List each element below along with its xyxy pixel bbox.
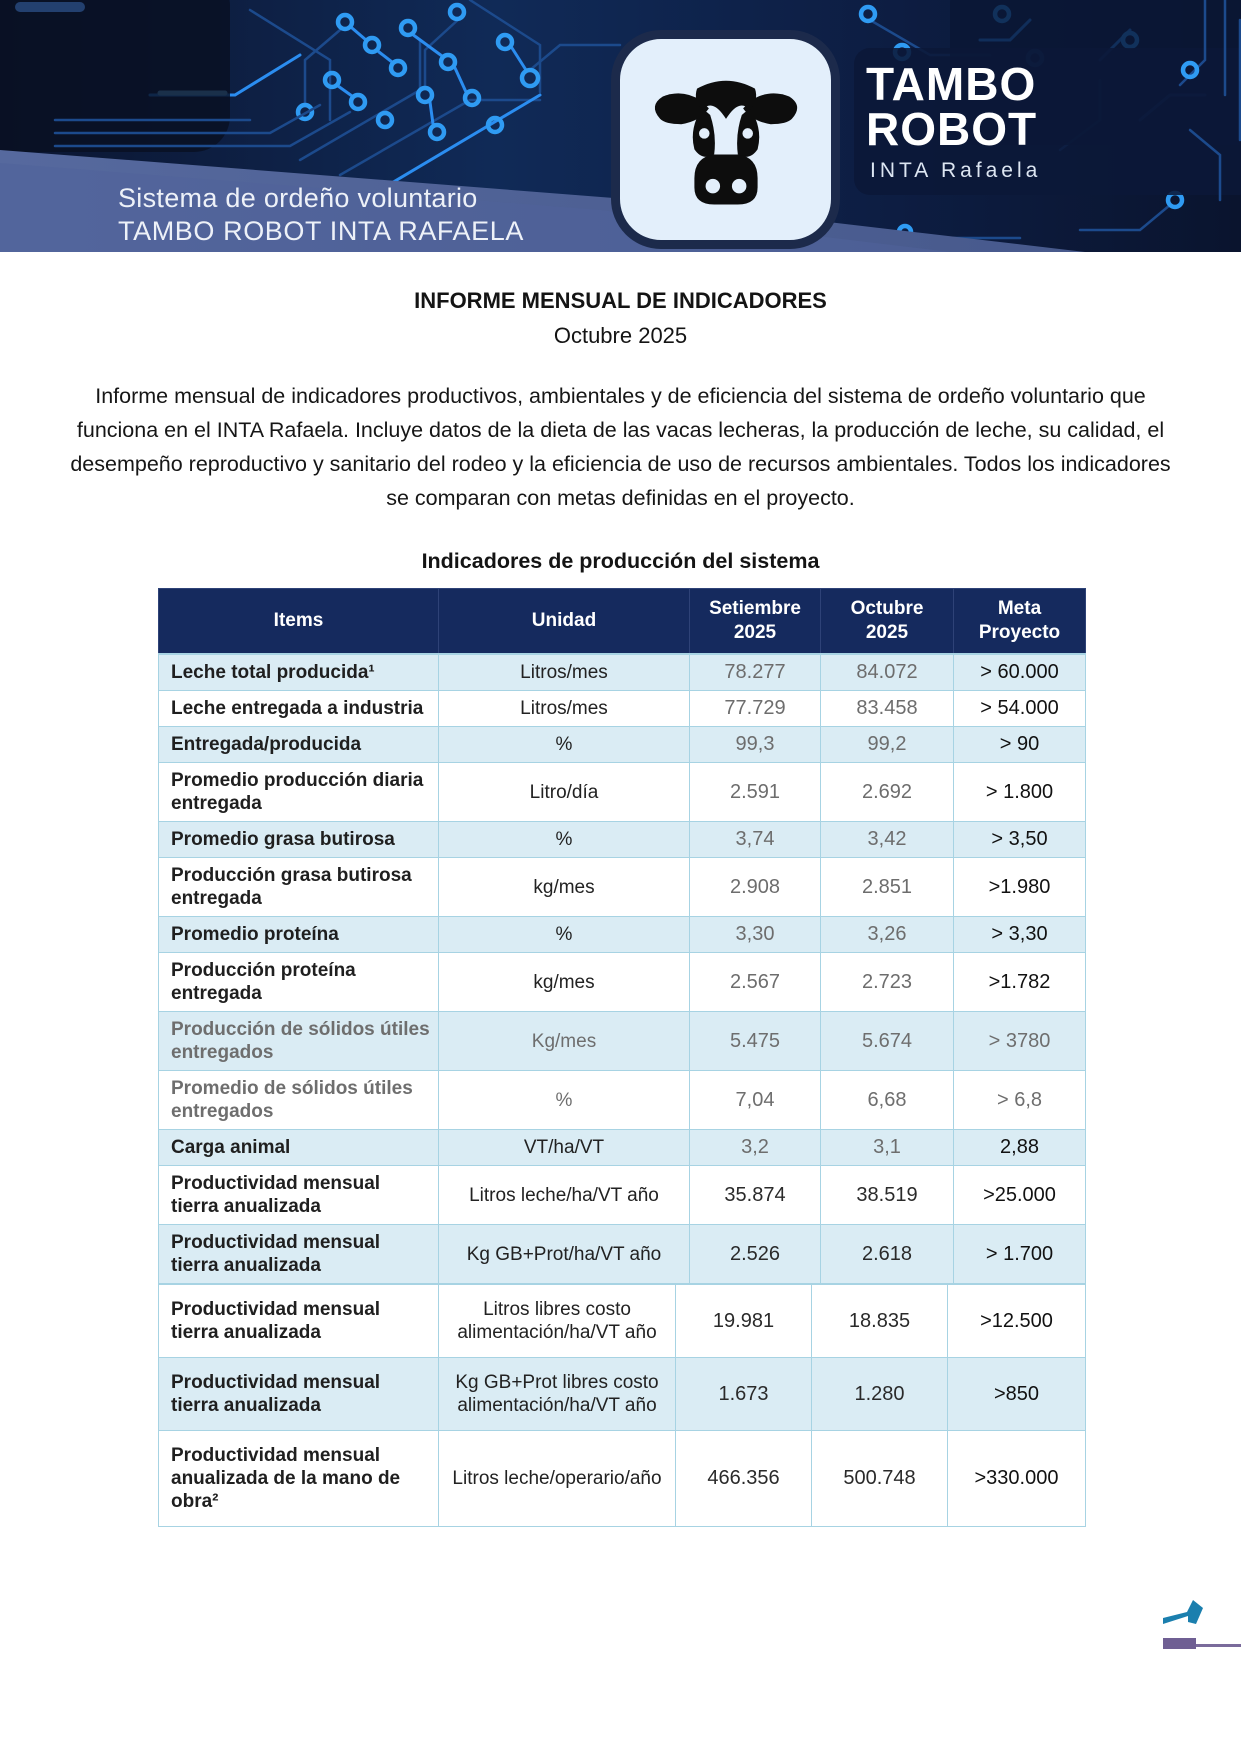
cell-val: 3,30 xyxy=(690,917,821,953)
cell-item: Productividad mensual tierra anualizada xyxy=(159,1358,439,1431)
cell-unit: Litros leche/operario/año xyxy=(439,1431,676,1527)
cell-item: Carga animal xyxy=(159,1130,439,1166)
cell-val: 19.981 xyxy=(676,1285,812,1358)
cell-item: Productividad mensual tierra anualizada xyxy=(159,1166,439,1225)
cell-meta: > 90 xyxy=(954,727,1086,763)
logo-title-line1: TAMBO xyxy=(866,58,1037,110)
cell-val: 18.835 xyxy=(812,1285,948,1358)
cell-val: 3,42 xyxy=(821,822,954,858)
cell-item: Promedio proteína xyxy=(159,917,439,953)
cell-val: 84.072 xyxy=(821,654,954,691)
cell-item: Leche total producida¹ xyxy=(159,654,439,691)
cell-val: 5.674 xyxy=(821,1012,954,1071)
corner-logo-fragment xyxy=(1160,1596,1241,1652)
table-row xyxy=(159,1166,1086,1225)
cell-item: Entregada/producida xyxy=(159,727,439,763)
indicators-table xyxy=(158,588,1086,1284)
cell-unit: % xyxy=(439,727,690,763)
cell-unit: % xyxy=(439,822,690,858)
cell-val: 2.723 xyxy=(821,953,954,1012)
purple-line-mark xyxy=(1196,1644,1241,1647)
cell-item: Producción proteína entregada xyxy=(159,953,439,1012)
cell-item: Promedio de sólidos útiles entregados xyxy=(159,1071,439,1130)
cow-head-icon xyxy=(647,61,805,219)
header-banner xyxy=(0,0,1241,252)
cell-unit: Litro/día xyxy=(439,763,690,822)
table-row xyxy=(159,691,1086,727)
table-row xyxy=(159,858,1086,917)
cell-val: 5.475 xyxy=(690,1012,821,1071)
intro-paragraph: Informe mensual de indicadores productivos, ambientales y de eficiencia del sistema de ordeño voluntario que funciona en el INTA Rafaela. Incluye datos de la dieta de las vacas lecheras, la producción de leche, su calidad, el desempeño reproductivo y sanitario del rodeo y la eficiencia de uso de recursos ambientales. Todos los indicadores se comparan con metas definidas en el proyecto. xyxy=(70,384,1171,510)
cell-item: Leche entregada a industria xyxy=(159,691,439,727)
purple-bar-mark xyxy=(1163,1638,1196,1649)
table-row xyxy=(159,917,1086,953)
cell-val: 500.748 xyxy=(812,1431,948,1527)
cell-unit: kg/mes xyxy=(439,858,690,917)
logo-subtitle: INTA Rafaela xyxy=(870,159,1042,182)
cell-val: 2.908 xyxy=(690,858,821,917)
cell-item: Productividad mensual tierra anualizada xyxy=(159,1225,439,1284)
cell-unit: Kg/mes xyxy=(439,1012,690,1071)
cell-val: 2.567 xyxy=(690,953,821,1012)
cell-unit: Kg GB+Prot/ha/VT año xyxy=(439,1225,690,1284)
cell-unit: kg/mes xyxy=(439,953,690,1012)
table-row xyxy=(159,1012,1086,1071)
table-row xyxy=(159,763,1086,822)
cell-meta: 2,88 xyxy=(954,1130,1086,1166)
table-row xyxy=(159,1285,1086,1358)
cell-unit: Litros/mes xyxy=(439,654,690,691)
indicators-table-wrapper xyxy=(158,588,1085,1527)
cell-val: 3,26 xyxy=(821,917,954,953)
cell-val: 3,2 xyxy=(690,1130,821,1166)
indicators-table-continued xyxy=(158,1284,1086,1527)
logo-wordmark xyxy=(866,58,1076,183)
table-header-row xyxy=(159,589,1086,655)
cell-val: 83.458 xyxy=(821,691,954,727)
cell-val: 99,3 xyxy=(690,727,821,763)
cell-meta: >330.000 xyxy=(948,1431,1086,1527)
table-section-title: Indicadores de producción del sistema xyxy=(421,549,820,573)
cell-item: Producción grasa butirosa entregada xyxy=(159,858,439,917)
cell-val: 466.356 xyxy=(676,1431,812,1527)
cell-item: Productividad mensual anualizada de la mano de obra² xyxy=(159,1431,439,1527)
cell-val: 35.874 xyxy=(690,1166,821,1225)
cell-meta: >850 xyxy=(948,1358,1086,1431)
cell-unit: Kg GB+Prot libres costo alimentación/ha/VT año xyxy=(439,1358,676,1431)
banner-tagline xyxy=(118,182,524,248)
cell-val: 2.591 xyxy=(690,763,821,822)
cell-meta: > 3780 xyxy=(954,1012,1086,1071)
cell-val: 1.280 xyxy=(812,1358,948,1431)
column-header: Meta Proyecto xyxy=(954,589,1086,655)
cell-unit: VT/ha/VT xyxy=(439,1130,690,1166)
document-title: INFORME MENSUAL DE INDICADORES xyxy=(414,288,827,313)
cell-unit: Litros libres costo alimentación/ha/VT año xyxy=(439,1285,676,1358)
table-row xyxy=(159,1358,1086,1431)
column-header: Items xyxy=(159,589,439,655)
cell-meta: > 1.700 xyxy=(954,1225,1086,1284)
cell-val: 3,74 xyxy=(690,822,821,858)
cell-meta: >12.500 xyxy=(948,1285,1086,1358)
cell-meta: >25.000 xyxy=(954,1166,1086,1225)
table-row xyxy=(159,1130,1086,1166)
table-row xyxy=(159,953,1086,1012)
cell-item: Producción de sólidos útiles entregados xyxy=(159,1012,439,1071)
cell-val: 2.618 xyxy=(821,1225,954,1284)
table-row xyxy=(159,1225,1086,1284)
banner-tagline-line2: TAMBO ROBOT INTA RAFAELA xyxy=(118,216,524,246)
column-header: Setiembre 2025 xyxy=(690,589,821,655)
cell-unit: Litros/mes xyxy=(439,691,690,727)
cell-unit: Litros leche/ha/VT año xyxy=(439,1166,690,1225)
cell-val: 1.673 xyxy=(676,1358,812,1431)
cell-meta: > 3,30 xyxy=(954,917,1086,953)
cell-val: 3,1 xyxy=(821,1130,954,1166)
cell-val: 6,68 xyxy=(821,1071,954,1130)
cell-meta: > 60.000 xyxy=(954,654,1086,691)
cell-unit: % xyxy=(439,1071,690,1130)
cell-val: 38.519 xyxy=(821,1166,954,1225)
table-row xyxy=(159,727,1086,763)
cell-val: 2.526 xyxy=(690,1225,821,1284)
cell-val: 78.277 xyxy=(690,654,821,691)
teal-arrow-mark xyxy=(1163,1600,1203,1624)
tambo-robot-app-icon xyxy=(611,30,840,249)
cell-item: Promedio producción diaria entregada xyxy=(159,763,439,822)
table-row xyxy=(159,654,1086,691)
cell-val: 7,04 xyxy=(690,1071,821,1130)
cell-meta: > 6,8 xyxy=(954,1071,1086,1130)
logo-title-line2: ROBOT xyxy=(866,103,1038,155)
column-header: Octubre 2025 xyxy=(821,589,954,655)
document-header xyxy=(0,288,1241,349)
table-row xyxy=(159,822,1086,858)
cell-val: 2.692 xyxy=(821,763,954,822)
column-header: Unidad xyxy=(439,589,690,655)
cell-val: 99,2 xyxy=(821,727,954,763)
cell-val: 2.851 xyxy=(821,858,954,917)
cell-meta: >1.980 xyxy=(954,858,1086,917)
cell-meta: > 1.800 xyxy=(954,763,1086,822)
cell-meta: > 54.000 xyxy=(954,691,1086,727)
cell-item: Promedio grasa butirosa xyxy=(159,822,439,858)
cell-val: 77.729 xyxy=(690,691,821,727)
document-subtitle: Octubre 2025 xyxy=(553,323,688,348)
table-row xyxy=(159,1431,1086,1527)
cell-unit: % xyxy=(439,917,690,953)
banner-tagline-line1: Sistema de ordeño voluntario xyxy=(118,183,478,213)
cell-meta: > 3,50 xyxy=(954,822,1086,858)
table-row xyxy=(159,1071,1086,1130)
cell-item: Productividad mensual tierra anualizada xyxy=(159,1285,439,1358)
cell-meta: >1.782 xyxy=(954,953,1086,1012)
